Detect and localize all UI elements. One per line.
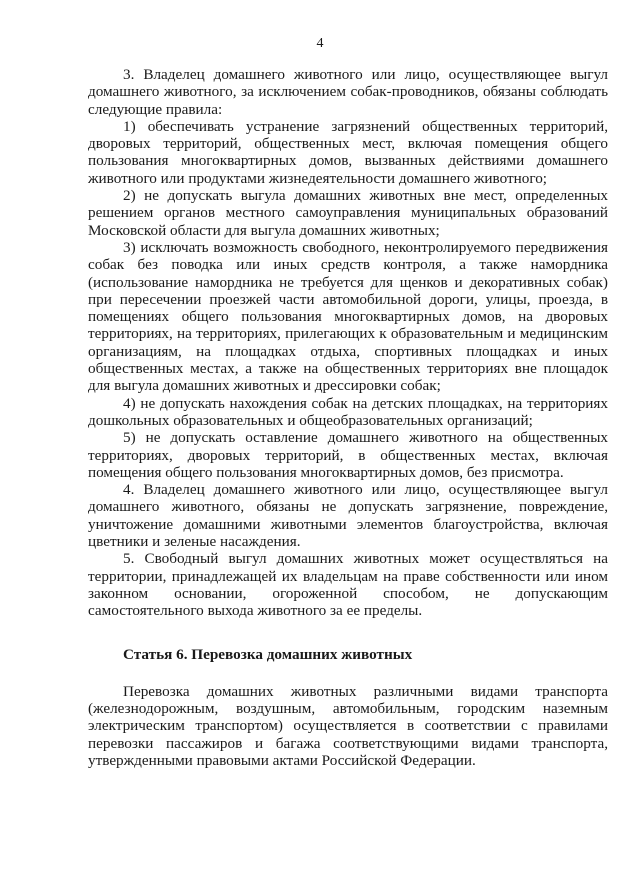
page-number: 4 [316,36,324,51]
paragraph-3-item-1: 1) обеспечивать устранение загрязнений общественных территорий, дворовых территорий, общественных мест, включая помещения общего пользования многоквартирных домов, вызванных действиями домашнего животного или продуктами жизнедеятельности домашнего животного; [88,117,608,187]
article-6-text: Перевозка домашних животных различными видами транспорта (железнодорожным, воздушным, автомобильным, городским наземным электрическим транспортом) осуществляется в соответствии с правилами перевозки пассажиров и багажа соответствующими видами транспорта, утвержденными правовыми актами Российской Федерации. [88,682,608,769]
document-body [88,66,608,769]
paragraph-3-item-2: 2) не допускать выгула домашних животных вне мест, определенных решением органов местного самоуправления муниципальных образований Московской области для выгула домашних животных; [88,187,608,239]
paragraph-3-item-5: 5) не допускать оставление домашнего животного на общественных территориях, дворовых территорий, в общественных местах, включая помещения общего пользования многоквартирных домов, без присмотра. [88,429,608,481]
article-6-heading: Статья 6. Перевозка домашних животных [123,645,413,663]
paragraph-4: 4. Владелец домашнего животного или лицо, осуществляющее выгул домашнего животного, обязаны не допускать загрязнение, повреждение, уничтожение домашними животными элементов благоустройства, включая цветники и зеленые насаждения. [88,481,608,551]
paragraph-5: 5. Свободный выгул домашних животных может осуществляться на территории, принадлежащей их владельцам на праве собственности или ином законном основании, огороженной способом, не допускающим самостоятельного выхода животного за ее пределы. [88,550,608,620]
paragraph-3-item-3: 3) исключать возможность свободного, неконтролируемого передвижения собак без поводка или иных средств контроля, а также намордника (использование намордника не требуется для щенков и декоративных собак) при пересечении проезжей части автомобильной дороги, улицы, проезда, в помещениях общего пользования многоквартирных домов, на дворовых территориях, на территориях, прилегающих к образовательным и медицинским организациям, на площадках отдыха, спортивных площадках и иных общественных местах, а также на общественных территориях вне площадок для выгула домашних животных и дрессировки собак; [88,238,608,395]
paragraph-3-item-4: 4) не допускать нахождения собак на детских площадках, на территориях дошкольных образовательных и общеобразовательных организаций; [88,394,608,429]
paragraph-3: 3. Владелец домашнего животного или лицо, осуществляющее выгул домашнего животного, за исключением собак-проводников, обязаны соблюдать следующие правила: [88,66,608,118]
